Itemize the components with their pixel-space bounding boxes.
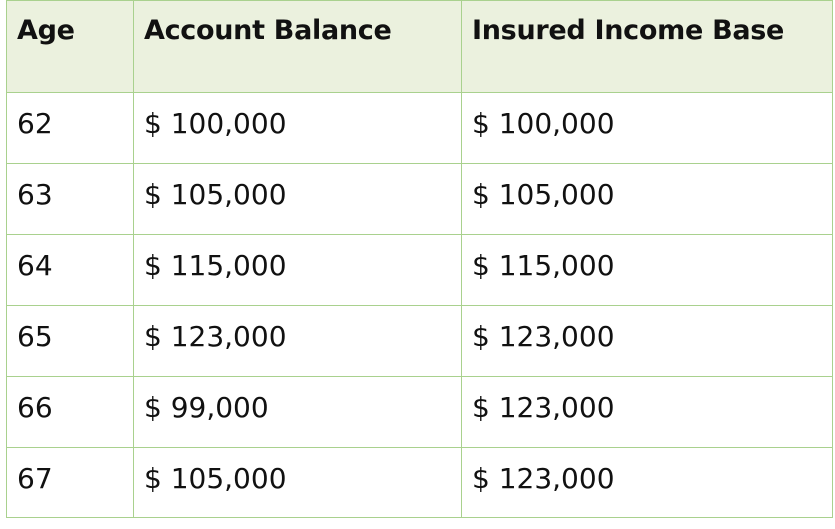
- cell-age: 66: [7, 377, 134, 448]
- income-base-table: [6, 0, 833, 518]
- cell-insured-income-base: $ 123,000: [462, 377, 833, 448]
- cell-insured-income-base: $ 123,000: [462, 448, 833, 518]
- table-row: [7, 93, 833, 164]
- cell-account-balance: $ 99,000: [134, 377, 462, 448]
- cell-age: 62: [7, 93, 134, 164]
- header-insured-income-base: Insured Income Base: [462, 1, 833, 93]
- table-container: [6, 0, 832, 518]
- cell-account-balance: $ 105,000: [134, 164, 462, 235]
- table-row: [7, 235, 833, 306]
- cell-insured-income-base: $ 105,000: [462, 164, 833, 235]
- cell-account-balance: $ 100,000: [134, 93, 462, 164]
- cell-account-balance: $ 105,000: [134, 448, 462, 518]
- cell-insured-income-base: $ 115,000: [462, 235, 833, 306]
- cell-insured-income-base: $ 100,000: [462, 93, 833, 164]
- header-account-balance: Account Balance: [134, 1, 462, 93]
- cell-age: 64: [7, 235, 134, 306]
- cell-account-balance: $ 115,000: [134, 235, 462, 306]
- table-row: [7, 377, 833, 448]
- cell-age: 65: [7, 306, 134, 377]
- cell-age: 63: [7, 164, 134, 235]
- cell-insured-income-base: $ 123,000: [462, 306, 833, 377]
- table-row: [7, 448, 833, 518]
- table-body: [7, 93, 833, 518]
- cell-account-balance: $ 123,000: [134, 306, 462, 377]
- table-row: [7, 164, 833, 235]
- table-header: [7, 1, 833, 93]
- table-row: [7, 306, 833, 377]
- header-age: Age: [7, 1, 134, 93]
- header-row: [7, 1, 833, 93]
- cell-age: 67: [7, 448, 134, 518]
